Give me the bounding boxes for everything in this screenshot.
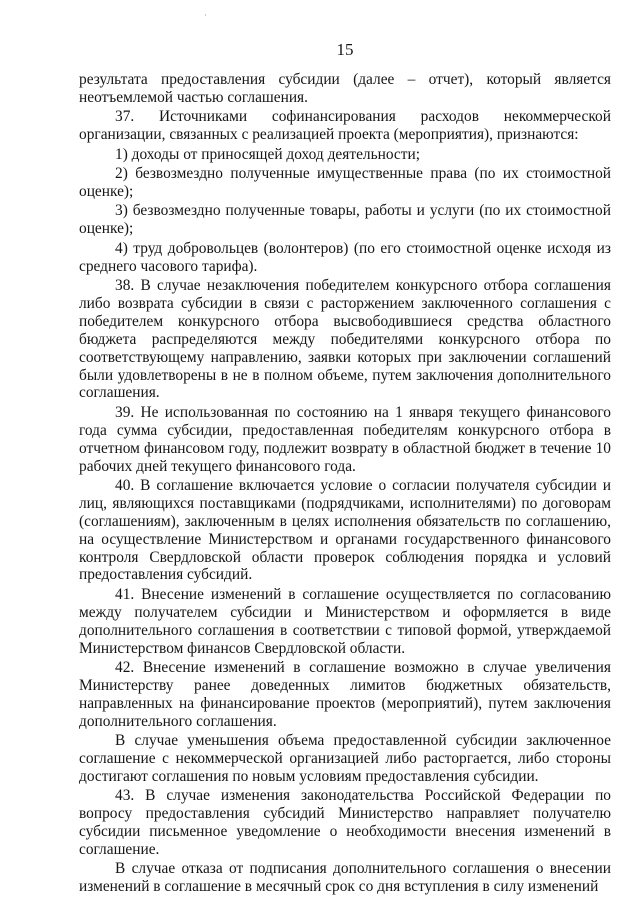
list-item-4: 4) труд добровольцев (волонтеров) (по его стоимостной оценке исходя из среднего часового тарифа). xyxy=(79,239,611,275)
paragraph-39: 39. Не использованная по состоянию на 1 января текущего финансового года сумма субсидии, предоставленная победителям конкурсного отбора в отчетном финансовом году, подлежит возврату в областной бюджет в течение 10 рабочих дней текущего финансового года. xyxy=(79,403,611,475)
paragraph-43-refusal: В случае отказа от подписания дополнительного соглашения о внесении изменений в соглашение в месячный срок со дня вступления в силу изменений xyxy=(79,860,611,896)
list-item-1: 1) доходы от приносящей доход деятельности; xyxy=(115,145,420,163)
paragraph-41: 41. Внесение изменений в соглашение осуществляется по согласованию между получателем субсидии и Министерством и оформляется в виде дополнительного соглашения в соответствии с типовой формой, утверждаемой Министерством финансов Свердловской области. xyxy=(79,585,611,657)
paragraph-continuation: результата предоставления субсидии (далее – отчет), который является неотъемлемой частью соглашения. xyxy=(79,71,611,106)
paragraph-42: 42. Внесение изменений в соглашение возможно в случае увеличения Министерству ранее доведенных лимитов бюджетных обязательств, направленных на финансирование проектов (мероприятий), путем заключения дополнительного соглашения. xyxy=(79,659,611,730)
list-item-3: 3) безвозмездно полученные товары, работы и услуги (по их стоимостной оценке); xyxy=(79,202,611,238)
paragraph-40: 40. В соглашение включается условие о согласии получателя субсидии и лиц, являющихся поставщиками (подрядчиками, исполнителями) по договорам (соглашениям), заключенным в целях исполнения обязательств по соглашению, на осуществление Министерством и органами государственного финансового контроля Свердловской области проверок соблюдения порядка и условий предоставления субсидий. xyxy=(79,476,611,584)
paragraph-42-reduction: В случае уменьшения объема предоставленной субсидии заключенное соглашение с некоммерческой организацией либо расторгается, либо стороны достигают соглашения по новым условиям предоставления субсидии. xyxy=(79,732,611,785)
paragraph-38: 38. В случае незаключения победителем конкурсного отбора соглашения либо возврата субсидии в связи с расторжением заключенного соглашения с победителем конкурсного отбора высвободившиеся средства областного бюджета распределяются между победителями конкурсного отбора по соответствующему направлению, заявки которых при заключении соглашений были удовлетворены в не в полном объеме, путем заключения дополнительного соглашения. xyxy=(79,276,611,402)
paragraph-37: 37. Источниками софинансирования расходов некоммерческой организации, связанных с реализацией проекта (мероприятия), признаются: xyxy=(79,108,611,144)
document-body xyxy=(79,71,611,898)
paragraph-43: 43. В случае изменения законодательства Российской Федерации по вопросу предоставления субсидий Министерство направляет получателю субсидии письменное уведомление о необходимости внесения изменений в соглашение. xyxy=(79,787,611,859)
page-number: 15 xyxy=(336,40,354,59)
scan-mark xyxy=(205,14,206,16)
list-item-2: 2) безвозмездно полученные имущественные права (по их стоимостной оценке); xyxy=(79,165,611,200)
